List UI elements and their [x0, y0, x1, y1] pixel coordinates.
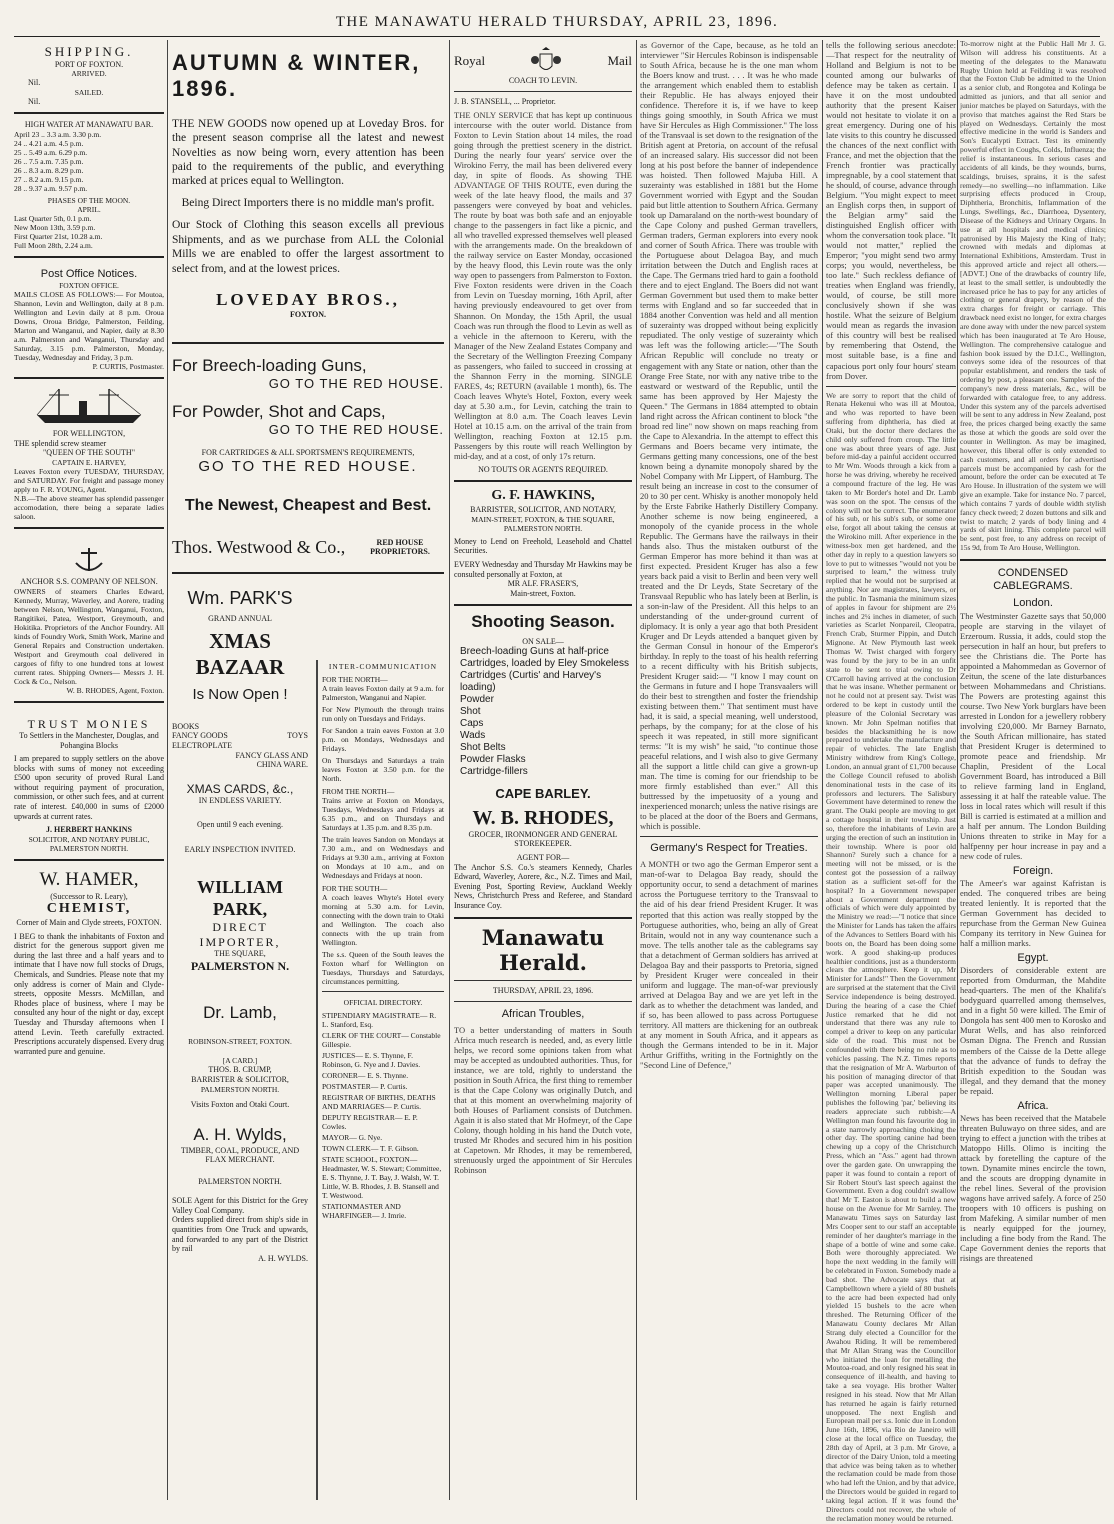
tide-row: 26 .. 8.3 a.m. 8.29 p.m. [14, 165, 84, 175]
divider [454, 980, 632, 981]
dr-lamb-address: ROBINSON-STREET, FOXTON. [188, 1037, 292, 1047]
tide-row: 27 .. 8.2 a.m. 9.15 p.m. [14, 174, 84, 184]
divider [640, 836, 818, 837]
rhodes-trade: GROCER, IRONMONGER AND GENERAL STOREKEEPER. [468, 829, 618, 849]
sale-item: Shot [460, 706, 481, 718]
no-touts: NO TOUTS OR AGENTS REQUIRED. [478, 464, 608, 474]
divider [960, 559, 1106, 561]
directory-entry: JUSTICES— E. S. Thynne, F. Robinson, G. Nye and J. Davies. [322, 1051, 421, 1069]
westwood-redhouse: RED HOUSE PROPRIETORS. [370, 537, 430, 557]
william-park-name: WILLIAM PARK, [196, 876, 283, 919]
sale-item: Cartridges, loaded by Eley Smokeless Cartridges (Curtis' and Harvey's loading) [460, 658, 629, 694]
ic-item: Trains arrive at Foxton on Mondays, Tuesdays, Wednesdays and Fridays at 6.35 p.m., and on Thursdays and Saturdays at 1.35 p.m. and 8.35 p.m. [322, 796, 444, 832]
cartridges-heading: FOR CARTRIDGES & ALL SPORTSMEN'S REQUIREMENTS, [201, 447, 415, 457]
royal-mail-heading [454, 46, 632, 76]
agent-for-text: The Anchor S.S. Co.'s steamers Kennedy, Charles Edward, Waverley, Aorere, &c., N.Z. Times and Mail, Evening Post, Sporting Review, Auckland Weekly News, Christchurch Press and Referee, and Standard Insurance Coy. [454, 862, 632, 911]
park-grand: GRAND ANNUAL [208, 613, 272, 623]
directory-entry: TOWN CLERK— T. F. Gibson. [322, 1144, 419, 1153]
electroplate-label: ELECTROPLATE [172, 741, 232, 751]
moon-phases-month: APRIL. [77, 204, 101, 214]
column-3 [454, 40, 632, 1500]
park-palmerston: PALMERSTON N. [190, 958, 290, 973]
hamer-name: W. HAMER, [39, 868, 139, 890]
hawkins-money: Money to Lend on Freehold, Leasehold and Chattel Securities. [454, 536, 632, 556]
tide-table [14, 130, 164, 193]
crump-visits: Visits Foxton and Otaki Court. [190, 1099, 290, 1109]
hankins-name: J. HERBERT HANKINS [45, 825, 133, 835]
shooting-season-heading: Shooting Season. [471, 612, 615, 632]
new-goods-text: THE NEW GOODS now opened up at Loveday Bros. for the present season comprise all the latest and newest Novelties as now being worn, every attention has been paid to the requirements of the public, and everything marked at prices equal to Wellington. [172, 117, 444, 188]
park-square: THE SQUARE, [214, 948, 266, 958]
crump-name: THOS. B. CRUMP, [208, 1065, 272, 1075]
trust-monies-heading: TRUST MONIES [27, 716, 151, 731]
directory-entry: STATIONMASTER AND WHARFINGER— J. Imrie. [322, 1202, 407, 1220]
coach-proprietor: J. B. STANSELL, ... Proprietor. [454, 96, 556, 106]
directory-entry: CORONER— E. S. Thynne. [322, 1071, 409, 1080]
tide-row: April 23 .. 3.3 a.m. 3.30 p.m. [14, 129, 102, 139]
loveday-bros-name: LOVEDAY BROS., [216, 289, 400, 309]
coach-heading: COACH TO LEVIN. [508, 76, 578, 85]
moon-phase-row: First Quarter 21st, 10.28 a.m. [14, 231, 103, 241]
foreign-heading: Foreign. [1012, 864, 1054, 877]
chemist-address: Corner of Main and Clyde streets, FOXTON. [16, 918, 162, 928]
african-troubles-text: TO a better understanding of matters in South Africa much research is needed, and, as every little helps, we record some opinions taken from what may be accepted as undoubted authorities. Thus, for instance, we are told, rightly to understand the position in South Africa, the first thing to remember is that the Cape Colony was originally Dutch, and that at this moment an overwhelming majority of both Houses of Parliament consists of Dutchmen. Again it is also stated that Mr Hofmeyr, of the Cape Colony, though holding in his hand the Dutch vote, trusted Mr Rhodes and secured him in his position at Capetown. Mr Rhodes, it may be remembered, strenuously urged the appointment of Sir Hercules Robinson [454, 1024, 632, 1175]
inter-communication [322, 662, 444, 1222]
park-name: Wm. PARK'S [187, 588, 293, 609]
column-divider [822, 40, 823, 1500]
official-directory-list [322, 1011, 444, 1220]
divider [14, 701, 164, 703]
ic-item: A coach leaves Whyte's Hotel every morning at 5.30 a.m. for Levin, connecting with the down train to Otaki and Wellington. The coach also connects with the up train from Wellington. [322, 893, 444, 947]
article-continued: as Governor of the Cape, because, as he told an interviewer "Sir Hercules Robinson is indispensable to South Africa, because he is the one man whom the Boers know and trust. . . . It was he who made the arrangement which enabled them to establish their Republic. He has always enjoyed their confidence. Therefore it is, if we have to keep things going smoothly, in South Africa we must have Sir Hercules as High Commissioner." The loss of the Transvaal is set down to the resignation of the British agent at Pretoria, on account of the refusal of an increased salary. His successor did not been long at his post before the banner of independence was hoisted. Then followed Majuba Hill. A suzerainty was established in 1881 but the Home Government worried with Egypt and the Soudan paid but little attention to Southern Africa. Germany took up Damaraland on the north-west boundary of the Cape Colony and pushed German travellers, German traders, German explorers into every nook and corner of South Africa. There was trouble with the Portuguese about Delagoa Bay, and much irritation between the Dutch and English races at the Cape. The Germans tried hard to gain a foothold there and to eject England. The Boers did not want German Government but used them to make better terms with England and so far succeeded that in 1884 another Convention was held and all mention of suzerainty was dropped without being explicitly repudiated. The only vestige of suzerainty which was left was the following article:—"The South African Republic will conclude no treaty or engagement with any State or nation, other than the Orange Free State, nor with any native tribe to the eastward or westward of the Republic, until the same has been approved by Her Majesty the Queen." The Germans in 1884 attempted to obtain land right across the African continent to block "the broad red line" now shown on maps reaching from the Cape to Alexandria. In the attempt to effect this Germans and Boers became very intimate, the Germans getting many concessions, one of the best known being a dynamite monopoly shared by the Nobel Company with Mr Lippert, of Hamburg. The result being an increase in cost to the consumer of 20 to 30 per cent. Whisky is another monopoly held by the Erste Fabrike Hatherly Distillery Company. Another scheme is now being engineered, a monopoly of the cyanide process in the whole Republic. The Germans have the railways in their hands also. Thus the mistaken outburst of the German Emperor has more behind it than was at first expected. President Kruger has also a few years back paid a visit to Berlin and been very well treated and the Dr Leyds, State Secretary of the Transvaal Republic who has lately been at Berlin, is a son-in-law of the President. All this helps to an understanding of the under-ground current of diplomacy. It is only a year ago that both President Kruger and Dr Leyds attended a banquet given by the German Consul in honour of the Emperor's birthday. In reply to the toast of his health referring to a recent difficulty with his British subjects, President Kruger said:— "I know I may count on the Germans in future and I hope Transvaalers will do their best to strengthen and foster the friendship existing between them." That sentiment must have had, it is said, a special meaning, well understood, perhaps, by the company; for at the close of his speech it was repeated, in still more significant terms: "It is my wish" he said, "to continue those peaceful relations, and I wish also to give Germany all the support a little child can give a grown-up man. The time is coming for our friendship to be more firmly established than ever." All this buttressed by the impetuosity of a young and inexperienced monarch; unless the native risings are to be placed at the door of the Boers and Germans, which is possible. [640, 40, 819, 832]
column-5 [826, 40, 956, 1523]
foreign-text: The Ameer's war against Kafristan is ended. The conquered tribes are being treated leniently. It is reported that the German Government has decided to repurchase from the German New Guinea Company its territory in New Guinea for half a million marks. [960, 878, 1106, 949]
issue-date: THURSDAY, APRIL 23, 1896. [492, 985, 594, 995]
sale-item: Cartridge-fillers [460, 766, 528, 778]
sale-item: Breech-loading Guns at half-price [460, 646, 609, 658]
port-heading: PORT OF FOXTON. [54, 59, 124, 69]
cape-barley: CAPE BARLEY. [495, 786, 591, 802]
column-divider [957, 40, 958, 1500]
powder-redhouse: GO TO THE RED HOUSE. [268, 422, 444, 438]
ic-item: For Sandon a train eaves Foxton at 3.0 p.m. on Mondays, Wednesdays and Fridays. [322, 726, 444, 753]
divider [454, 91, 632, 92]
masthead [0, 0, 1114, 36]
moon-phase-row: Full Moon 28th, 2.24 a.m. [14, 240, 93, 250]
arrived-value: Nil. [28, 78, 41, 88]
crump-location: PALMERSTON NORTH. [200, 1084, 280, 1094]
trust-monies-text: I am prepared to supply settlers on the above blocks with sums of money not exceeding £500 upon security of proved Rural Land without requiring payment of procuration, commission, or other such fees, and at current rate of interest. £40,000 in sums of £2000 upwards at current rates. [14, 754, 164, 821]
column-6 [960, 40, 1106, 1500]
egypt-text: Disorders of considerable extent are reported from Omdurman, the Mahdite head-quarters. The men of the Khalifa's bodyguard quarrelled among themselves, and in a fight 50 were killed. The Emir of Dongola has sent 400 men to Korosko and Murat Wells, and has also reinforced Osman Digna. The French and Russian members of the Caisse de la Dette allege that the advance of funds to defray the British expedition to the Soudan was illegal, and they demand that the money be repaid. [960, 965, 1106, 1096]
fancy-glass-label: FANCY GLASS AND [235, 750, 308, 760]
chemist-text: I BEG to thank the inhabitants of Foxton and district for the generous support given me during the last three and a half years and to intimate that I have now full stocks of Drugs, Chemicals, and Sundries. Please note that my only address is corner of Main and Clyde-streets, opposite Messrs. McMillan, and Rhodes place of business, where I may be consulted any hour of the night or day, except Tuesday and Thursday afternoons when I attend Levin. Teeth carefully extracted. Prescriptions accurately dispensed. Every drug warranted pure and genuine. [14, 931, 164, 1056]
moon-phases-heading: PHASES OF THE MOON. [47, 195, 131, 205]
ic-item: On Thursdays and Saturdays a train leaves Foxton at 3.50 p.m. for the North. [322, 756, 444, 783]
sale-item: Wads [460, 730, 486, 742]
hamer-sub: (Successor to R. Leary), [50, 891, 128, 901]
post-office-heading: Post Office Notices. [40, 267, 138, 280]
autumn-winter-heading: AUTUMN & WINTER, 1896. [172, 50, 421, 102]
guns-heading: For Breech-loading Guns, [172, 355, 367, 375]
early-inspection: EARLY INSPECTION INVITED. [184, 845, 296, 855]
directory-entry: MAYOR— G. Nye. [322, 1133, 383, 1142]
captain: CAPTAIN E. HARVEY, [52, 457, 126, 467]
divider [454, 480, 632, 482]
column-divider [167, 40, 168, 1500]
powder-heading: For Powder, Shot and Caps, [172, 401, 386, 421]
royal-label: Royal [454, 53, 486, 69]
moon-phases-list [14, 214, 164, 250]
inter-communication-heading: INTER-COMMUNICATION [328, 662, 438, 671]
hawkins-title: BARRISTER, SOLICITOR, AND NOTARY, [470, 505, 616, 515]
chemist-heading: CHEMIST, [46, 901, 132, 917]
steamer-note: N.B.—The above steamer has splendid passenger accomodation, there being a separate ladies saloon. [14, 493, 164, 521]
wylds-name: A. H. Wylds, [193, 1125, 287, 1145]
wylds-location: PALMERSTON NORTH. [198, 1176, 282, 1186]
divider [454, 917, 632, 919]
directory-entry: CLERK OF THE COURT— Constable Gillespie. [322, 1031, 441, 1049]
steamship-icon [29, 385, 149, 425]
tide-row: 24 .. 4.21 a.m. 4.5 p.m. [14, 138, 84, 148]
sailed-heading: SAILED. [74, 87, 104, 97]
from-north-heading: FROM THE NORTH— [322, 787, 395, 796]
steamer-text: Leaves Foxton every TUESDAY, THURSDAY, and SATURDAY. For freight and passage money apply to F. R. YOUNG, Agent. [14, 466, 164, 494]
on-sale-label: ON SALE— [522, 636, 564, 646]
trust-monies-sub: To Settlers in the Manchester, Douglas, and Pohangina Blocks [19, 730, 159, 750]
divider [826, 386, 956, 387]
column-divider [636, 40, 637, 1500]
dr-lamb-name: Dr. Lamb, [203, 1002, 277, 1022]
moon-phase-row: Last Quarter 5th, 0.1 p.m. [14, 213, 92, 223]
guns-redhouse: GO TO THE RED HOUSE. [268, 376, 444, 392]
shipping-title: SHIPPING. [44, 44, 134, 59]
post-office-sub: FOXTON OFFICE. [59, 281, 119, 291]
herald-nameplate: Manawatu Herald. [481, 924, 605, 975]
fancy-row [172, 731, 308, 741]
divider [14, 256, 164, 258]
directory-entry: POSTMASTER— P. Curtis. [322, 1082, 408, 1091]
divider [14, 377, 164, 379]
crump-title: BARRISTER & SOLICITOR, [191, 1074, 289, 1084]
sailed-value: Nil. [28, 96, 41, 106]
divider [454, 604, 632, 606]
mail-label: Mail [607, 53, 632, 69]
moon-phase-row: New Moon 13th, 3.59 p.m. [14, 222, 96, 232]
anchor-sign: W. B. RHODES, Agent, Foxton. [66, 685, 164, 695]
fraser-address: Main-street, Foxton. [510, 588, 576, 598]
westwood-name: Thos. Westwood & Co., [172, 536, 346, 557]
cablegrams-heading: CONDENSED CABLEGRAMS. [993, 566, 1073, 593]
sale-item: Shot Belts [460, 742, 506, 754]
treaties-heading: Germany's Respect for Treaties. [650, 842, 808, 855]
sale-item: Powder Flasks [460, 754, 526, 766]
masthead-title: THE MANAWATU HERALD THURSDAY, APRIL 23, 1896. [335, 14, 779, 30]
anchor-text: OWNERS of steamers Charles Edward, Kennedy, Murray, Waverley, and Aorere, trading between Nelson, Wellington, Wanganui, Foxton, Rangitikei, Patea, Westport, Greymouth, and Hokitika. Proprietors of the Anchor Foundry. All kinds of Foundry Work, Smith Work, Marine and General Repairs and Construction undertaken. Westport and Greymouth coal delivered in cargoes of fifty to one hundred tons at lowest current rates. Shipping Owners— Messrs J. H. Cock & Co., Nelson. [14, 586, 164, 686]
sale-item: Caps [460, 718, 484, 730]
official-directory-heading: OFFICIAL DIRECTORY. [343, 998, 423, 1007]
wylds-orders: Orders supplied direct from ship's side in quantities from One Truck and upwards, and forwarded to any part of the District by rail [172, 1215, 308, 1254]
top-rule [14, 36, 1100, 37]
anchor-heading: ANCHOR S.S. COMPANY OF NELSON. [20, 576, 158, 586]
egypt-heading: Egypt. [1017, 952, 1049, 965]
xmas-cards-variety: IN ENDLESS VARIETY. [198, 796, 282, 806]
divider [14, 527, 164, 529]
anchor-icon [71, 545, 107, 575]
xmas-cards-heading: XMAS CARDS, &c., [186, 781, 294, 796]
directory-entry: STATE SCHOOL, FOXTON— Headmaster, W. S. Stewart; Committee, E. S. Thynne, J. T. Bay, J. Walsh, W. T. Little, W. B. Rhodes, J. B. Stansell and T. Westwood. [322, 1155, 442, 1200]
westwood-row [172, 537, 444, 559]
tide-row: 26 .. 7.5 a.m. 7.35 p.m. [14, 156, 84, 166]
column-2 [172, 40, 444, 1500]
agent-for-label: AGENT FOR— [516, 853, 570, 863]
direct-importer: DIRECT IMPORTER, [199, 920, 281, 949]
wylds-trade: TIMBER, COAL, PRODUCE, AND FLAX MERCHANT. [180, 1145, 300, 1165]
inner-divider [316, 660, 318, 1500]
directory-entry: STIPENDIARY MAGISTRATE— R. L. Stanford, Esq. [322, 1011, 437, 1029]
africa-heading: Africa. [1017, 1099, 1049, 1112]
wylds-sole-agent: SOLE Agent for this District for the Grey Valley Coal Company. [172, 1196, 308, 1215]
sale-item: Powder [460, 694, 494, 706]
park-advert [172, 588, 308, 1263]
column-4 [640, 40, 818, 1500]
divider [14, 112, 164, 114]
for-north-heading: FOR THE NORTH— [322, 675, 388, 684]
loveday-location: FOXTON. [289, 310, 327, 320]
hawkins-address: MAIN-STREET, FOXTON, & THE SQUARE, PALMERSTON NORTH. [471, 514, 615, 533]
divider [454, 1001, 632, 1002]
divider [14, 859, 164, 861]
divider [172, 342, 444, 344]
rhodes-name: W. B. RHODES, [472, 806, 614, 829]
anecdote-text: tells the following serious anecdote: —That respect for the neutrality of Holland and Belgium is not to be counted among our bulwarks of defence may be taken as certain. I have it on the most undoubted authority that the present Kaiser would not hesitate to violate it on a great emergency. During one of his late visits to this country he discussed the chances of the next conflict with France, and met the objection that the French frontier was practically impregnable, by a cool statement that he should, of course, advance through Belgium. "You might expect to meet an English corps then, in support of the Belgian army" said the distinguished English officer with whom the conversation took place. "It would not matter," replied the Emperor; "you might send two army corps; you would, nevertheless, be too late." Such reckless defiance of treaties when England was friendly, would, of course, be still more conclusively shown if she was hostile. What the seizure of Belgium would mean as regards the invasion of this country will best be realised by remembering that Ostend, the most suitable base, is a fine and capacious port only four hours' steam from Dover. [826, 40, 956, 381]
directory-entry: REGISTRAR OF BIRTHS, DEATHS AND MARRIAGES— P. Curtis. [322, 1093, 436, 1111]
ic-item: For New Plymouth the through trains run only on Tuesdays and Fridays. [322, 705, 444, 723]
treaties-text: A MONTH or two ago the German Emperor sent a man-of-war to Delagoa Bay ready, should the opportunity occur, to send a detachment of marines across the Portuguese territory to the Transvaal to the aid of his dear friend President Kruger. It was reported that this action was really stopped by the Portuguese authorities, who, being an ally of Great Britain, would not in any way countenance such a move. The tells another tale as the cablegrams say that a detachment of German soldiers has arrived at Delagoa Bay and their passports to Pretoria, signed by President Kruger were concealed in their uniform and luggage. The man-of-war previously arrived at Delagoa Bay and we are yet left in the dark as to whether the detachment was landed, and if so, has been allowed to pass across Portuguese territory. All matters are thickening for an outbreak at any moment in South Africa, and it appears as though the Germans intended to be in it. Major Arthur Griffiths, writing in the Fortnightly on the "Second Line of Defence," [640, 859, 818, 1070]
ic-item: The train leaves Sandon on Mondays at 7.30 a.m., and on Wednesdays and Fridays at 9.30 a.m., arriving at Foxton on Mondays at 10 a.m., and on Wednesdays and Fridays at noon. [322, 835, 444, 880]
africa-text: News has been received that the Matabele threaten Buluwayo on three sides, and are trying to effect a junction with the tribes at Matoppo Hills. Olimo is inciting the attack by foretelling the capture of the town. Dynamite mines encircle the town, and the scouts are dropping dynamite in the rebel lines. Several of the provision wagons have arrived safely. A force of 250 troopers with 10 officers is pushing on from Mafeking. A similar number of men is nearly equipped for the journey, including a fine body from the Rand. The Cape Government denies the reports that risings are threatened [960, 1112, 1106, 1263]
toys-label: TOYS [287, 731, 308, 741]
books-label: BOOKS [172, 721, 200, 731]
fancy-label: FANCY GOODS [172, 731, 228, 741]
hawkins-name: G. F. HAWKINS, [491, 488, 595, 504]
london-heading: London. [1013, 597, 1053, 610]
african-troubles-heading: African Troubles, [501, 1007, 585, 1020]
royal-arms-icon [526, 46, 566, 76]
high-water-heading: HIGH WATER AT MANAWATU BAR. [24, 120, 154, 130]
local-news-continued: To-morrow night at the Public Hall Mr J. G. Wilson will address his constituents. At a meeting of the delegates to the Manawatu Rugby Union held at Feilding it was resolved that the Foxton Club be admitted to the Union as a senior club, and Rongotea and Kolinga be admitted as juniors, and that all senior and junior matches be played on Saturdays, with the proviso that matches against the Red Stars be played on Wednesdays. Certainly the most effective medicine in the world is Sanders and Son's Eucalypti Extract. Test its eminently powerful effect in Coughs, Colds, Influenza; the relief is instantaneous. In serious cases and accidents of all kinds, be they wounds, burns, scaldings, bruises, sprains, it is the safest remedy—no swelling—no inflammation. Like surprising effects produced in Croup, Diphtheria, Bronchitis, Inflammation of the Lungs, Swellings, &c., Diarrhoea, Dysentery, Disease of the Kidneys and Urinary Organs. In use at all hospitals and medical clinics; patronised by His Majesty the King of Italy; crowned with medals and diplomas at International Exhibitions, Amsterdam. Trust in this approved article and reject all others.— [ADVT.] One of the drawbacks of country life, at least to the small settler, is undoubtedly the increased price he has to pay for any articles of clothing or general drapery, by reason of the extra charges for freight or carriage. This drawback need exist no longer, for extra charges are done away with under the new parcel system which has been inaugurated at Te Aro House, Wellington. The comprehensive catalogue and fashion book issued by the D.I.C., Wellington, conveys some idea of the resources of that popular establishment, and renders the task of ordering by post, a pleasant one. Samples of the company's new dress materials, &c., will be forwarded with catalogue free, to any address. Under this system any of the parcels advertised will be sent to any address in New Zealand, post free, the prices charged being exactly the same as those at which the goods are sold over the counter in Wellington. As may be imagined, however, this liberal offer is only extended to cash customers, and all orders for advertised parcels must be accompanied by cash for the amount, before the order can be executed at Te Aro House. In illustration of the system we will give an example. Take for instance No. 7 parcel, which contains 7 yards of double width stylish fancy check tweed; 2 dozen buttons and silk and twist to match; 2 yards of body lining and 4 yards of skirt lining. This complete parcel will be sent, post free, to any address on receipt of 15s 9d, from Te Aro House, Wellington. [960, 39, 1106, 553]
china-ware-label: CHINA WARE. [256, 760, 308, 770]
divider [172, 572, 444, 574]
london-text: The Westminster Gazette says that 50,000 people are starving in the vilayet of Erzeroum. Russia, it adds, could stop the persecution in half an hour, but prefers to see the Christians die. The Porte has appointed a Mahommedan as Governor of Zeitun, the scene of the late disturbances between Mohammedans and Christians. The Powers are protesting against this course. Two New York burglars have been arrested in London for a jewellery robbery involving £20,000. Mr Barney Barnato, the South African millionaire, has stated that President Kruger is determined to promote peace and friendship. Mr Chaplin, President of the Local Government Board, has introduced a Bill to relieve farming land in England, assessing it at half the rateable value. The loss in local rates which will result if this Bill is carried is estimated at a million and a half per annum. The London Building Unions threaten to strike in May for a halfpenny per hour increase in pay and a new code of rules. [960, 610, 1106, 861]
stock-text: Our Stock of Clothing this season excells all previous Shipments, and as we purchase from ALL the Colonial Mills we are enabled to offer the largest assortment to select from, and at the lowest prices. [172, 219, 444, 275]
arrived-heading: ARRIVED. [71, 69, 107, 79]
column-1 [14, 40, 164, 1500]
column-divider [449, 40, 450, 1500]
opening-hours: Open until 9 each evening. [197, 819, 283, 829]
coach-text: THE ONLY SERVICE that has kept up continuous intercourse with the outer world. Distance from Foxton to Levin Station about 14 miles, the road going through the prettiest scenery in the district. During the nearly four years' service over the Wirokino Ferry, the mail has been delivered every day, in spite of floods. As showing THE ADVANTAGE OF THIS ROUTE, even during the week of the late heavy flood, the mails and 37 passengers were conveyed by boat and vehicles. The route by boat was both safe and an enjoyable change to the passengers in fact like a picnic, and all who travelled expressed themselves well pleased with the arrangements made. On the breakdown of the railway service on Easter Monday, occasioned by the heavy flood, this Levin route was the only way open to passengers from Palmerston to Foxton. Five Foxton residents were driven in the Coach from Levin on Tuesday morning, 16th April, after having previously endeavoured to get over from Shannon. On Monday, the 15th April, the usual Coach was run through the flood to Levin as well as a vehicle in the afternoon to Kereru, with the Manager of the New Zealand Estates Company and the Secretary of the Wellington Freezing Company as passengers, who failed to succeed in crossing at the Shannon Ferry in the morning. SINGLE FARES, 4s; RETURN (available 1 month), 6s. The Coach leaves Whyte's Hotel, Foxton, every week day at 5.30 a.m., for Levin, catching the train to Wellington at 8.0 a.m. The Coach leaves Levin Hotel at 10.15 a.m. on the arrival of the train from Wellington, reaching Foxton at 12.15 p.m. Passengers by this route will reach Wellington by mid-day, and at a cost, of only 17s return. [454, 110, 632, 461]
divider [322, 991, 444, 992]
now-open-heading: Is Now Open ! [192, 685, 288, 703]
post-office-sign: P. CURTIS, Postmaster. [92, 362, 164, 372]
steamer-name: "QUEEN OF THE SOUTH" [43, 448, 135, 458]
newest-cheapest-heading: The Newest, Cheapest and Best. [184, 496, 432, 514]
ic-item: A train leaves Foxton daily at 9 a.m. for Palmerston, Wanganui and Napier. [322, 684, 444, 702]
for-south-heading: FOR THE SOUTH— [322, 884, 388, 893]
post-office-text: MAILS CLOSE AS FOLLOWS:— For Moutoa, Shannon, Levin and Wellington, daily at 8 p.m. Wellington and Levin daily at 8 p.m. Oroua Downs, Oroua Bridge, Palmerston, Feilding, Marton and Wanganui, and Napier, daily at 8.30 a.m. Palmerston and Wanganui, Thursday and Saturday, 3.15 p.m. Palmerston, Monday, Tuesday, Wednesday and Friday, 3 p.m. [14, 290, 164, 363]
hankins-sub: SOLICITOR, AND NOTARY PUBLIC, PALMERSTON NORTH. [28, 834, 150, 853]
sale-items [460, 646, 632, 778]
tide-row: 28 .. 9.37 a.m. 9.57 p.m. [14, 183, 88, 193]
card-label: [A CARD.] [222, 1056, 258, 1066]
local-news-text: We are sorry to report that the child of Renata Hekenui who was ill at Moutoa, and who was reported to have been suffering from diphtheria, has died at Otaki, but the doctor there declares the child only suffered from croup. The little one was about three years of age. Just before mid-day a painful accident occurred to Mr Wm. Woods through a kick from a horse he was driving, whereby he received a compound fracture of the leg. He was taken to Mr Border's hotel and Dr. Lamb was soon on the spot. The census of the colony will not be correct. The enumerator of his sub, or his sub's sub, or some one else, forgot all about taking the census at the Wirokino mill. After experience in the witness-box men get hardened, and the other day in reply to a question lawyers so love to put to witnesses "would not you be surprised to learn," the witness truly replied that he would not be surprised at anything. Nor are magistrates, lawyers, or the public. In Tasmania the minimum sizes of apples in favour for shipment are 2½ inches and 2¼ inches in diameter, of such varieties as Scarlet Nonpareil, Cleopatra, French Crab, Sturmer Pippin, and Dutch Mignone. At New Plymouth last week Thomas W. Twist charged with forgery was found by the jury to be in an unfit state to be sent to trial owing to Dr O'Carroll having arrived at the conclusion that he was insane. Whether permanent or not he could not at present say. Twist was ordered to be kept in custody until the pleasure of the Colonial Secretary was known. Mr John Spelman notifies that besides the blacksmithing he is now prepared to undertake the manufacture and repair of vehicles. The late English Ministry withdrew from King's College, London, an annual grant of £1,700 because the College Council refused to abolish denominational tests in the case of its professors and lecturers. The Salisbury Government have determined to renew the grant. The Otaki people are moving to get a cottage hospital in their township. Just so, therefore the inhabitants of Levin are urging the erection of such an institution in their township. Where is poor old Shannon? Surely such a chance for a meeting will not be missed, or is the contest got the possession of a railway station as a sufficient set-off for the hospital? In a Government newspaper about a Government department the officials of which were duly appointed by the Ministry we read:—"I notice that since the Minister for Lands has taken the affairs of the Advances to Settlers Board with his boots on, the Board has been doing some work. A good shaking-up produces healthier conditions, just as a thunderstorm clears the atmosphere. Keep it up, Mr Minister for Lands!" Then the Government are surprised at the statement that the Civil Service independence is being destroyed. During the hearing of a case the Chief Justice remarked that he did not understand that there was any rule to compel a driver to keep on any particular side of the road. This must not be confounded with there being no rule as to vehicles passing. The N.Z. Times reports that the resignation of Mr A. Warburton of his position of managing director of that paper was accepted unanimously. The Wellington morning Liberal paper publishes the following 'par,' believing its readers appreciate such rubbish:—A Wellington man found his favourite dog in a state narrowly approaching choking the other day. The sporting canine had been chewing up a copy of the Christchurch Press, which an "Ass." agent had thrown over the garden gate. On unwrapping the paper it was found to contain a report of Sir Robert Stout's last speech against the Government. Even a dog couldn't swallow that! Mr T. Easton is about to build a new house on the Avenue for Mr Sarnley. The Manawatu Times says on Saturday last Mrs Cooper sent to our staff an acceptable reminder of her daughter's marriage in the shape of a bottle of wine and some cake. Both were thoroughly appreciated. We hope the next wedding in the family will be celebrated in Foxton. Somebody made a bad shot. The Advocate says that at Campbelltown where a yield of 80 bushels to the acre had been expected had only yielded 15 bushels to the acre when threshed. The Returning Officer of the Manawatu County declares Mr Allan Strang duly elected a Councillor for the Awahou Riding. It will be remembered that Mr Allan Strang was the Councillor who initiated the loan for metalling the Moutoa-road, and only resigned his seat in consequence of ill-health, and having to take a sea voyage. His brother Walter resigned in his stead. Now that Mr Allan has returned he again is fairly returned unopposed. The next English and European mail per s.s. Ionic due in London June 16th, 1896, via Rio de Janeiro will close at the local office on Tuesday, the 28th day of April, at 3 p.m. Mr Grove, a director of the Dairy Union, told a meeting that advice was being taken as to whether the reclamation could be made from those who had left the Union, and by that advice, the Directors would be guided in regard to taking legal action. If it was found the Directors could not recover, the whole of the reclamation money would be returned. [826, 390, 956, 1523]
xmas-bazaar-heading: XMAS BAZAAR [195, 629, 285, 679]
wylds-sign: A. H. WYLDS. [258, 1253, 308, 1263]
directory-entry: DEPUTY REGISTRAR— E. P. Cowles. [322, 1113, 418, 1131]
direct-importers-text: Being Direct Importers there is no middle man's profit. [181, 196, 435, 209]
tide-row: 25 .. 5.49 a.m. 6.29 p.m. [14, 147, 88, 157]
fraser-name: MR ALF. FRASER'S, [507, 579, 579, 589]
hawkins-consult: EVERY Wednesday and Thursday Mr Hawkins may be consulted personally at Foxton, at [454, 559, 632, 579]
ic-item: The s.s. Queen of the South leaves the Foxton wharf for Wellington on Tuesdays, Thursdays and Saturdays, circumstances permitting. [322, 950, 444, 986]
steamer-intro: THE splendid screw steamer [14, 438, 107, 448]
cartridges-redhouse: GO TO THE RED HOUSE. [198, 457, 418, 475]
for-wellington-heading: FOR WELLINGTON, [52, 429, 126, 439]
